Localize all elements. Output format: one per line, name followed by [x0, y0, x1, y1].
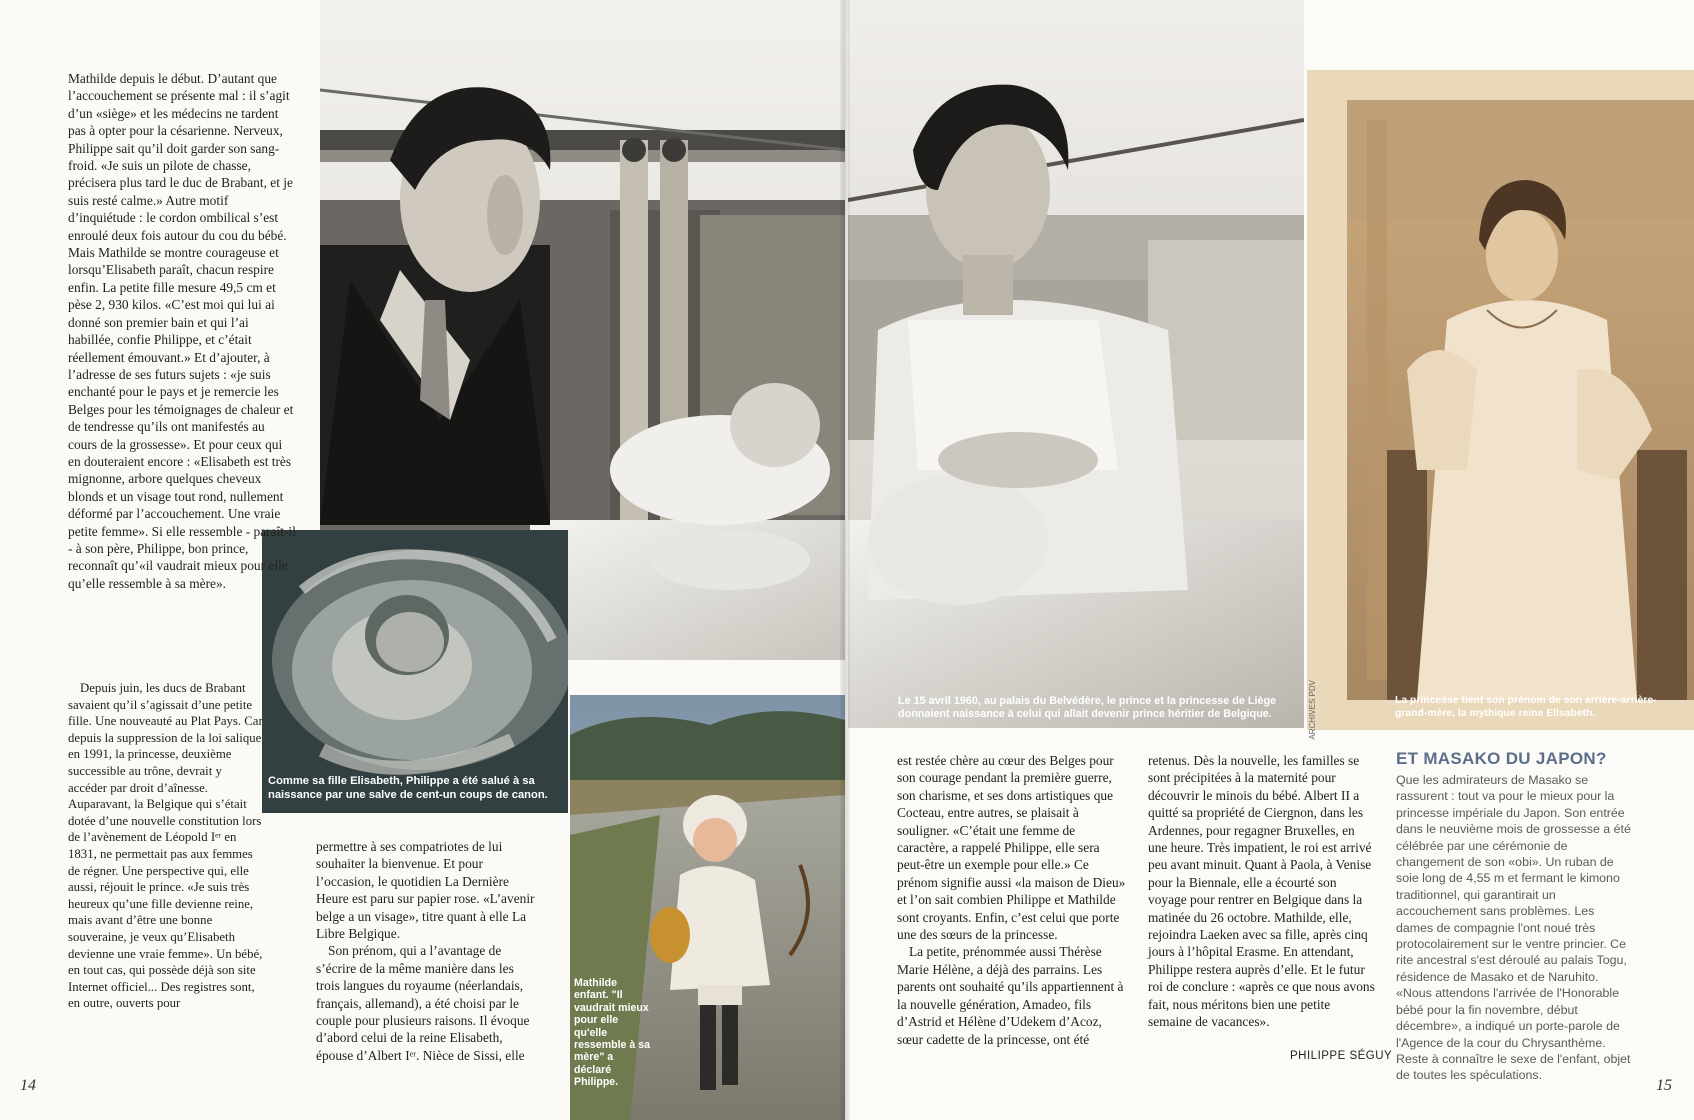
article-paragraph: permettre à ses compatriotes de lui souhaiter la bienvenue. Et pour l’occasion, le quotidien La Dernière Heure est paru sur papier rose. «L’avenir belge a un visage», titre quant à elle La Libre Belgique. — [316, 839, 535, 942]
caption-1960-photo: Le 15 avril 1960, au palais du Belvédère, le prince et la princesse de Liège donnaient naissance à celui qui allait devenir prince héritier de Belgique. — [898, 695, 1277, 720]
article-paragraph: retenus. Dès la nouvelle, les familles se sont précipitées à la maternité pour découvrir le minois du bébé. Albert II a quitté sa propriété de Ciergnon, dans les Ardennes, pour regagner Bruxelles, en une heure. Très impatient, le roi est arrivé peu avant minuit. Quant à Paola, à Venise pour la Biennale, elle a écourté son voyage pour rentrer en Belgique dans la matinée du 26 octobre. Mathilde, elle, rejoindra Laeken avec sa fille, après cinq jours à l’hôpital Erasme. En attendant, Philippe restera auprès d’elle. Et le futur roi de conclure : «après ce que nous avons fait, nous méritons bien une petite semaine de vacances». — [1148, 753, 1375, 1030]
caption-child-photo: Mathilde enfant. "Il vaudrait mieux pour elle qu'elle ressemble à sa mère" a déclaré Philippe. — [574, 977, 650, 1089]
article-byline: PHILIPPE SÉGUY — [1290, 1050, 1393, 1062]
caption-elisabeth-photo: La princesse tient son prénom de son arrière-arrière-grand-mère, la mythique reine Elisabeth. — [1395, 695, 1657, 719]
photo-mathilde-child — [570, 695, 845, 1120]
article-column-3 — [897, 752, 1129, 1048]
sidebar-body: Que les admirateurs de Masako se rassurent : tout va pour le mieux pour la princesse impériale du Japon. Son entrée dans le neuvième mois de grossesse a été célébrée par une cérémonie de changement de son «obi». Un ruban de soie long de 4,55 m et fermant le kimono traditionnel, qui garantirait un accouchement sans problèmes. Les dames de compagnie l'ont noué très protocolairement sur le ventre princier. Ce rite ancestral s'est déroulé au palais Togu, résidence de Masako et de Naruhito. «Nous attendons l'arrivée de l'Honorable bébé pour la fin novembre, début décembre», a indiqué un porte-parole de l'Agence de la cour du Chrysanthème. Reste à connaître le sexe de l'enfant, objet de toutes les spéculations. — [1396, 773, 1631, 1083]
article-column-1b — [68, 680, 264, 1012]
page-number-left: 14 — [20, 1077, 36, 1094]
photo-credit: ARCHIVES PDV — [1308, 680, 1317, 740]
article-paragraph: La petite, prénommée aussi Thérèse Marie Hélène, a déjà des parrains. Les parents ont souhaité qu’ils appartiennent à la nouvelle génération, Amadeo, fils d’Astrid et Hélène d’Udekem d’Acoz, sœur cadette de la princesse, ont été — [897, 944, 1124, 1047]
sidebar-title: ET MASAKO DU JAPON? — [1396, 749, 1607, 768]
article-paragraph: est restée chère au cœur des Belges pour son courage pendant la première guerre, son charisme, et ses dons artistiques que Cocteau, entre autres, se plaisait à souligner. «C’était une femme de caractère, a rappelé Philippe, elle sera peut-être un exemple pour elle.» Ce prénom signifie aussi «la maison de Dieu» et l’on sait combien Philippe et Mathilde sont croyants. Enfin, c’est celui que porte une des sœurs de la princesse. — [897, 753, 1126, 943]
article-column-2 — [316, 838, 536, 1064]
photo-princess-liege-with-newborn — [848, 0, 1304, 728]
page-number-right: 15 — [1656, 1077, 1672, 1094]
caption-baby-photo: Comme sa fille Elisabeth, Philippe a été salué à sa naissance par une salve de cent-un coups de canon. — [268, 775, 548, 801]
page-gutter — [840, 0, 850, 1120]
article-column-1a — [68, 70, 296, 592]
photo-baby-in-lace — [262, 530, 568, 813]
article-column-4 — [1148, 752, 1376, 1031]
article-paragraph: Depuis juin, les ducs de Brabant savaient qu’il s’agissait d’une petite fille. Une nouveauté au Plat Pays. Car depuis la suppression de la loi salique en 1991, la princesse, deuxième successible au trône, devrait y accéder par droit d’aînesse. Auparavant, la Belgique qui s’était dotée d’une nouvelle constitution lors de l’avènement de Léopold Iᵉʳ en 1831, ne permettait pas aux femmes de régner. Une perspective qui, elle aussi, réjouit le prince. «Je suis très heureux qu’une fille devienne reine, mais avant d’être une bonne souveraine, je veux qu’Elisabeth devienne une vraie femme». Un bébé, en tout cas, qui possède déjà son site Internet officiel... Des registres sont, en outre, ouverts pour — [68, 681, 263, 1011]
article-paragraph: Mathilde depuis le début. D’autant que l’accouchement se présente mal : il s’agit d’un «siège» et les médecins ne tardent pas à opter pour la césarienne. Nerveux, Philippe sait qu’il doit garder son sang-froid. «Je suis un pilote de chasse, précisera plus tard le duc de Brabant, et je suis resté calme.» Autre motif d’inquiétude : le cordon ombilical s’est enroulé deux fois autour du cou du bébé. Mais Mathilde se montre courageuse et lorsqu’Elisabeth paraît, chacun respire enfin. La petite fille mesure 49,5 cm et pèse 2, 930 kilos. «C’est moi qui lui ai donné son premier bain et qui l’ai habillée, confie Philippe, et c’était réellement émouvant.» Et d’ajouter, à l’adresse de ses futurs sujets : «je suis enchanté pour le pays et je remercie les Belges pour les témoignages de chaleur et de tendresse qu’ils ont manifestés au cours de la grossesse». Et pour ceux qui en douteraient encore : «Elisabeth est très mignonne, arbore quelques cheveux blonds et un visage tout rond, nullement déformé par l’accouchement. Une vraie petite femme». Si elle ressemble - paraît-il - à son père, Philippe, bon prince, reconnaît qu’«il vaudrait mieux pour elle qu’elle ressemble à sa mère». — [68, 71, 296, 591]
article-paragraph: Son prénom, qui a l’avantage de s’écrire de la même manière dans les trois langues du royaume (néerlandais, français, allemand), a été choisi par le couple pour plusieurs raisons. Il évoque d’abord celui de la reine Elisabeth, épouse d’Albert Iᵉʳ. Nièce de Sissi, elle — [316, 943, 530, 1063]
photo-queen-elisabeth-sepia — [1307, 70, 1694, 730]
